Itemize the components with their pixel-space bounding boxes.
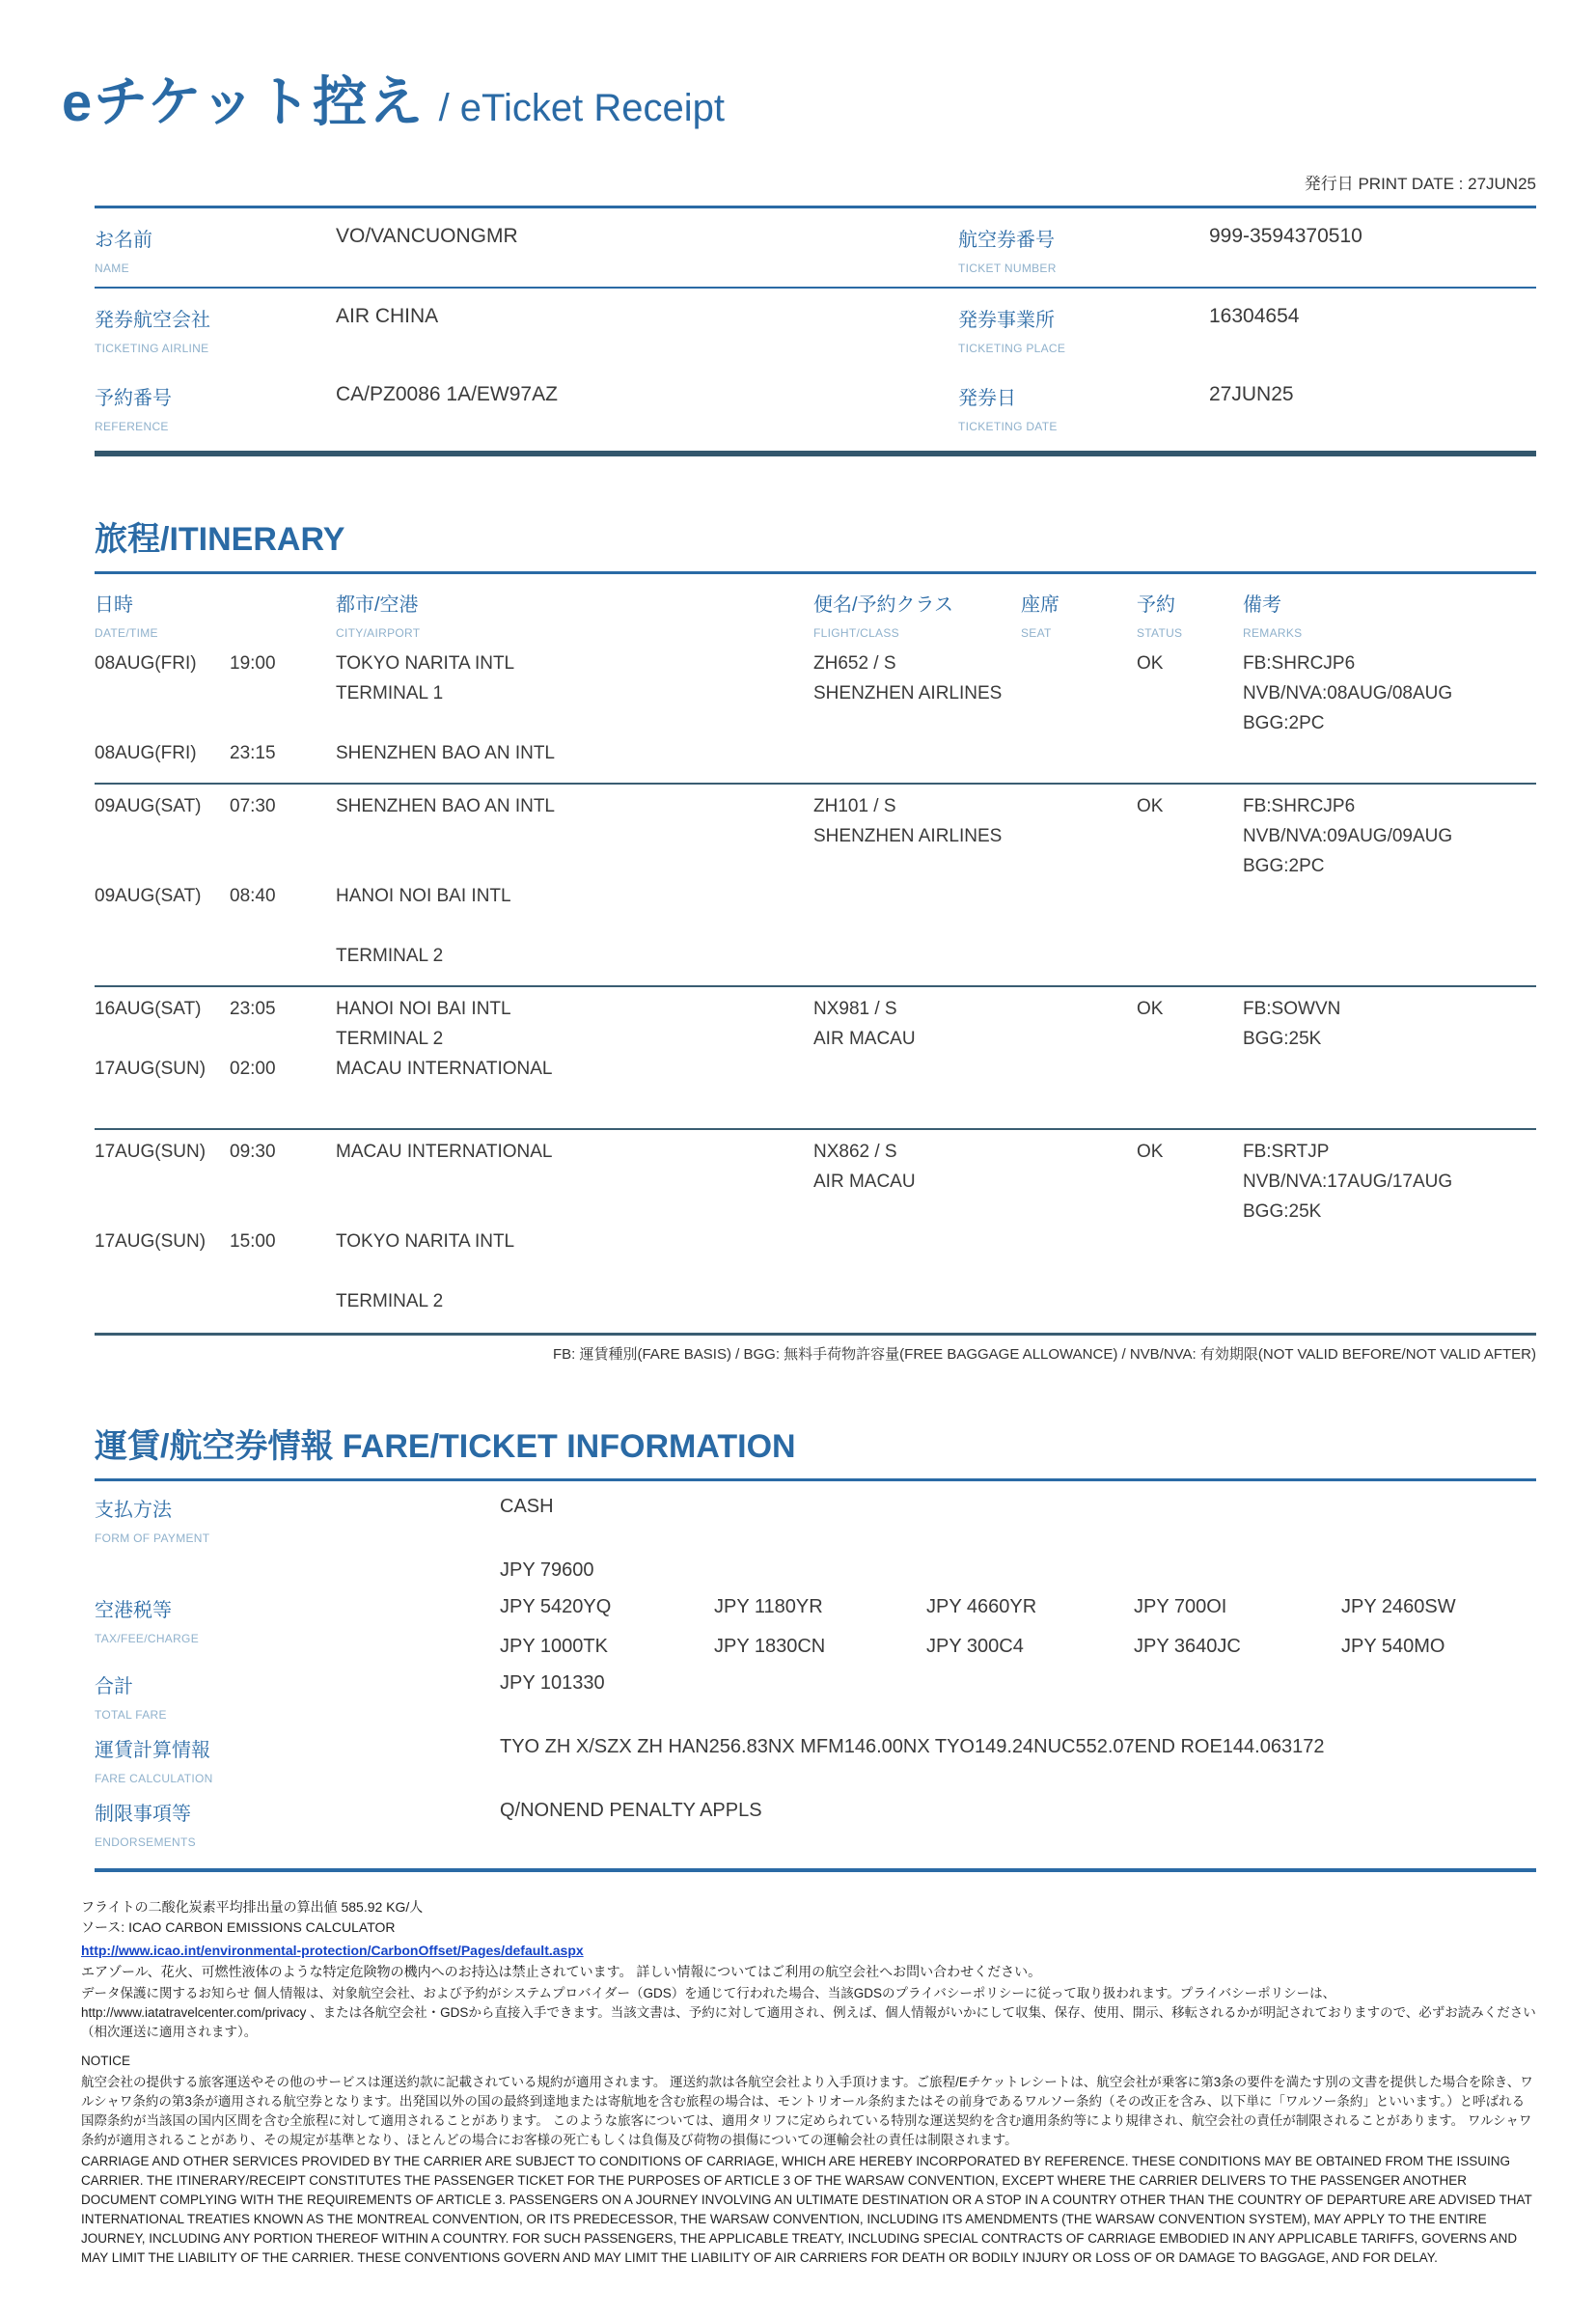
segment-date: 17AUG(SUN)	[95, 1059, 206, 1079]
segment-date: 17AUG(SUN)	[95, 1231, 206, 1252]
tax-item: JPY 2460SW	[1341, 1596, 1456, 1617]
total-fare-label: 合計 TOTAL FARE	[95, 1676, 167, 1722]
col-seat: 座席 SEAT	[1021, 594, 1059, 640]
col-status: 予約 STATUS	[1137, 594, 1183, 640]
itinerary-row	[95, 783, 1536, 826]
notice-japanese: 航空会社の提供する旅客運送やその他のサービスは運送約款に記載されている規約が適用されます。 運送約款は各航空会社より入手頂けます。ご旅程/Eチケットレシートは、航空会社が乗客に第3条の要件を満たす別の文書を提供した場合を除き、ワルシャワ条約の第3条が適用される航空券となります。出発国以外の国の最終到達地または寄航地を含む旅程の場合は、モントリオール条約またはその前身であるワルソー条約（その改正を含み、以下単に「ワルソー条約」といいます。）と呼ばれる国際条約が当該国の国内区間を含む全旅程に対して適用されることがあります。 このような旅客については、適用タリフに定められている特別な運送契約を含む適用条約等により規律され、航空会社の責任が制限されることがあります。 ワルシャワ条約が適用されることがあり、その規定が基準となり、ほとんどの場合にお客様の死亡もしくは負傷及び荷物の損傷についての運輸会社の責任は制限されます。	[81, 2075, 1533, 2147]
segment-time: 19:00	[230, 653, 276, 674]
itinerary-row	[95, 1201, 1536, 1231]
total-fare-row	[95, 1658, 1536, 1722]
segment-city: TERMINAL 2	[336, 946, 444, 966]
itinerary-row	[95, 713, 1536, 743]
fare-section-title: 運賃/航空券情報 FARE/TICKET INFORMATION	[95, 1428, 796, 1465]
endorsements-row	[95, 1785, 1536, 1849]
segment-city: MACAU INTERNATIONAL	[336, 1059, 553, 1079]
passenger-info-section	[95, 208, 1536, 456]
ticketing-place-value: 16304654	[1209, 305, 1300, 327]
tax-item: JPY 1000TK	[500, 1636, 608, 1657]
base-fare-value: JPY 79600	[500, 1559, 594, 1581]
col-date-time: 日時 DATE/TIME	[95, 594, 158, 640]
itinerary-row	[95, 946, 1536, 976]
segment-time: 23:05	[230, 999, 276, 1019]
col-flight-class: 便名/予約クラス FLIGHT/CLASS	[813, 594, 953, 640]
segment-remarks: NVB/NVA:09AUG/09AUG	[1243, 826, 1453, 846]
segment-flight: AIR MACAU	[813, 1029, 916, 1049]
endorsements-label: 制限事項等 ENDORSEMENTS	[95, 1804, 196, 1849]
segment-remarks: BGG:2PC	[1243, 856, 1325, 876]
segment-time: 23:15	[230, 743, 276, 763]
tax-item: JPY 5420YQ	[500, 1596, 612, 1617]
segment-remarks: BGG:2PC	[1243, 713, 1325, 733]
segment-flight: NX862 / S	[813, 1142, 897, 1162]
tax-item: JPY 4660YR	[926, 1596, 1037, 1617]
segment-remarks: FB:SHRCJP6	[1243, 653, 1356, 674]
segment-city: MACAU INTERNATIONAL	[336, 1142, 553, 1162]
tax-item: JPY 1180YR	[714, 1596, 823, 1617]
base-fare-row	[95, 1545, 1536, 1582]
itinerary-table	[95, 653, 1536, 1321]
itinerary-row	[95, 1291, 1536, 1321]
segment-remarks: BGG:25K	[1243, 1201, 1322, 1222]
itinerary-footnote: FB: 運賃種別(FARE BASIS) / BGG: 無料手荷物許容量(FREE BAGGAGE ALLOWANCE) / NVB/NVA: 有効期限(NOT VALID BEFORE/NOT VALID AFTER)	[552, 1346, 1536, 1363]
reference-value: CA/PZ0086 1A/EW97AZ	[336, 383, 558, 405]
data-protection-note: データ保護に関するお知らせ 個人情報は、対象航空会社、および予約がシステムプロバイダー（GDS）を通じて行われた場合、当該GDSのプライバシーポリシーに従って取り扱われます。プライバシーポリシーは、http://www.iatatravelcenter.com/privacy 、または各航空会社・GDSから直接入手できます。当該文書は、予約に対して適用され、例えば、個人情報がいかにして収集、保存、使用、開示、移転されるかが明記されておりますので、必ずお読みください（相次運送に適用されます）。	[81, 1986, 1536, 2039]
segment-city: TOKYO NARITA INTL	[336, 653, 515, 674]
eticket-receipt-page	[0, 60, 1596, 2268]
itinerary-row	[95, 886, 1536, 916]
endorsements-value: Q/NONEND PENALTY APPLS	[500, 1800, 762, 1821]
segment-date: 08AUG(FRI)	[95, 743, 197, 763]
segment-remarks: FB:SRTJP	[1243, 1142, 1330, 1162]
itinerary-row	[95, 1261, 1536, 1291]
segment-flight: SHENZHEN AIRLINES	[813, 683, 1003, 703]
ticket-number-value: 999-3594370510	[1209, 225, 1362, 247]
itinerary-row	[95, 1172, 1536, 1201]
segment-date: 17AUG(SUN)	[95, 1142, 206, 1162]
segment-remarks: NVB/NVA:17AUG/17AUG	[1243, 1172, 1453, 1192]
segment-city: SHENZHEN BAO AN INTL	[336, 796, 555, 816]
carbon-offset-link[interactable]: http://www.icao.int/environmental-protection/CarbonOffset/Pages/default.aspx	[81, 1943, 584, 1958]
ticket-number-label: 航空券番号 TICKET NUMBER	[958, 230, 1057, 275]
segment-date: 09AUG(SAT)	[95, 886, 202, 906]
page-title	[62, 60, 1536, 137]
fare-calculation-label: 運賃計算情報 FARE CALCULATION	[95, 1740, 213, 1785]
segment-status: OK	[1137, 653, 1164, 674]
tax-row	[95, 1582, 1536, 1658]
segment-flight: NX981 / S	[813, 999, 897, 1019]
carbon-source-line: ソース: ICAO CARBON EMISSIONS CALCULATOR	[81, 1919, 396, 1935]
segment-remarks: NVB/NVA:08AUG/08AUG	[1243, 683, 1453, 703]
header-rows-group	[95, 289, 1536, 456]
segment-status: OK	[1137, 796, 1164, 816]
itinerary-column-headers	[95, 574, 1536, 649]
tax-item: JPY 3640JC	[1134, 1636, 1241, 1657]
itinerary-row	[95, 653, 1536, 683]
segment-time: 07:30	[230, 796, 276, 816]
itinerary-row	[95, 1089, 1536, 1118]
carbon-emission-line: フライトの二酸化炭素平均排出量の算出値 585.92 KG/人	[81, 1899, 424, 1915]
tax-item: JPY 1830CN	[714, 1636, 826, 1657]
ticketing-airline-value: AIR CHINA	[336, 305, 439, 327]
itinerary-row	[95, 683, 1536, 713]
passenger-name-value: VO/VANCUONGMR	[336, 225, 518, 247]
itinerary-row	[95, 826, 1536, 856]
segment-remarks: FB:SHRCJP6	[1243, 796, 1356, 816]
total-fare-value: JPY 101330	[500, 1672, 605, 1694]
segment-remarks: BGG:25K	[1243, 1029, 1322, 1049]
segment-city: HANOI NOI BAI INTL	[336, 999, 511, 1019]
notice-english: CARRIAGE AND OTHER SERVICES PROVIDED BY THE CARRIER ARE SUBJECT TO CONDITIONS OF CARRIAGE, WHICH ARE HEREBY INCORPORATED BY REFERENCE. THESE CONDITIONS MAY BE OBTAINED FROM THE ISSUING CARRIER. THE ITINERARY/RECEIPT CONSTITUTES THE PASSENGER TICKET FOR THE PURPOSES OF ARTICLE 3 OF THE WARSAW CONVENTION, EXCEPT WHERE THE CARRIER DELIVERS TO THE PASSENGER ANOTHER DOCUMENT COMPLYING WITH THE REQUIREMENTS OF ARTICLE 3. PASSENGERS ON A JOURNEY INVOLVING AN ULTIMATE DESTINATION OR A STOP IN A COUNTRY OTHER THAN THE COUNTRY OF DEPARTURE ARE ADVISED THAT INTERNATIONAL TREATIES KNOWN AS THE MONTREAL CONVENTION, OR ITS PREDECESSOR, THE WARSAW CONVENTION, INCLUDING ITS AMENDMENTS (THE WARSAW CONVENTION SYSTEM), MAY APPLY TO THE ENTIRE JOURNEY, INCLUDING ANY PORTION THEREOF WITHIN A COUNTRY. FOR SUCH PASSENGERS, THE APPLICABLE TREATY, INCLUDING SPECIAL CONTRACTS OF CARRIAGE EMBODIED IN ANY APPLICABLE TARIFFS, GOVERNS AND MAY LIMIT THE LIABILITY OF THE CARRIER. THESE CONVENTIONS GOVERN AND MAY LIMIT THE LIABILITY OF AIR CARRIERS FOR DEATH OR BODILY INJURY OR LOSS OF OR DAMAGE TO BAGGAGE, AND FOR DELAY.	[81, 2154, 1532, 2265]
reference-label: 予約番号 REFERENCE	[95, 388, 172, 433]
page-title-japanese: eチケット控え	[62, 71, 426, 132]
itinerary-row	[95, 743, 1536, 773]
segment-time: 15:00	[230, 1231, 276, 1252]
segment-status: OK	[1137, 999, 1164, 1019]
ticketing-airline-label: 発券航空会社 TICKETING AIRLINE	[95, 310, 210, 355]
segment-city: HANOI NOI BAI INTL	[336, 886, 511, 906]
itinerary-section-title: 旅程/ITINERARY	[95, 521, 345, 558]
col-remarks: 備考 REMARKS	[1243, 594, 1303, 640]
segment-date: 08AUG(FRI)	[95, 653, 197, 674]
header-row-name	[95, 208, 1536, 289]
header-row-reference	[95, 367, 1536, 445]
segment-time: 02:00	[230, 1059, 276, 1079]
segment-time: 09:30	[230, 1142, 276, 1162]
segment-time: 08:40	[230, 886, 276, 906]
segment-city: TOKYO NARITA INTL	[336, 1231, 515, 1252]
segment-city: TERMINAL 1	[336, 683, 444, 703]
form-of-payment-value: CASH	[500, 1496, 554, 1517]
ticketing-date-value: 27JUN25	[1209, 383, 1294, 405]
segment-flight: ZH652 / S	[813, 653, 896, 674]
segment-date: 09AUG(SAT)	[95, 796, 202, 816]
dangerous-goods-note: エアゾール、花火、可燃性液体のような特定危険物の機内へのお持込は禁止されています。 詳しい情報についてはご利用の航空会社へお問い合わせください。	[81, 1964, 1042, 1979]
tax-item: JPY 700OI	[1134, 1596, 1227, 1617]
itinerary-row	[95, 1059, 1536, 1089]
page-title-english: / eTicket Receipt	[438, 87, 725, 129]
tax-item: JPY 540MO	[1341, 1636, 1445, 1657]
tax-values	[500, 1594, 1536, 1658]
segment-flight: ZH101 / S	[813, 796, 896, 816]
fare-calculation-row	[95, 1722, 1536, 1785]
col-city-airport: 都市/空港 CITY/AIRPORT	[336, 594, 421, 640]
segment-flight: AIR MACAU	[813, 1172, 916, 1192]
fare-calculation-value: TYO ZH X/SZX ZH HAN256.83NX MFM146.00NX TYO149.24NUC552.07END ROE144.063172	[500, 1736, 1325, 1757]
footer-notes	[81, 1897, 1536, 2268]
segment-flight: SHENZHEN AIRLINES	[813, 826, 1003, 846]
tax-label: 空港税等 TAX/FEE/CHARGE	[95, 1600, 199, 1645]
segment-date: 16AUG(SAT)	[95, 999, 202, 1019]
segment-city: SHENZHEN BAO AN INTL	[336, 743, 555, 763]
segment-remarks: FB:SOWVN	[1243, 999, 1341, 1019]
form-of-payment-row	[95, 1481, 1536, 1545]
itinerary-row	[95, 916, 1536, 946]
fare-bottom-rule	[95, 1868, 1536, 1872]
segment-city: TERMINAL 2	[336, 1029, 444, 1049]
itinerary-row	[95, 1128, 1536, 1172]
name-label: お名前 NAME	[95, 230, 152, 275]
notice-label: NOTICE	[81, 2054, 131, 2068]
segment-status: OK	[1137, 1142, 1164, 1162]
form-of-payment-label: 支払方法 FORM OF PAYMENT	[95, 1500, 210, 1545]
segment-city: TERMINAL 2	[336, 1291, 444, 1311]
header-row-airline	[95, 289, 1536, 367]
ticketing-place-label: 発券事業所 TICKETING PLACE	[958, 310, 1066, 355]
itinerary-row	[95, 1231, 1536, 1261]
itinerary-row	[95, 856, 1536, 886]
ticketing-date-label: 発券日 TICKETING DATE	[958, 388, 1058, 433]
tax-item: JPY 300C4	[926, 1636, 1024, 1657]
print-date: 発行日 PRINT DATE : 27JUN25	[1304, 175, 1536, 193]
itinerary-row	[95, 1029, 1536, 1059]
itinerary-row	[95, 985, 1536, 1029]
